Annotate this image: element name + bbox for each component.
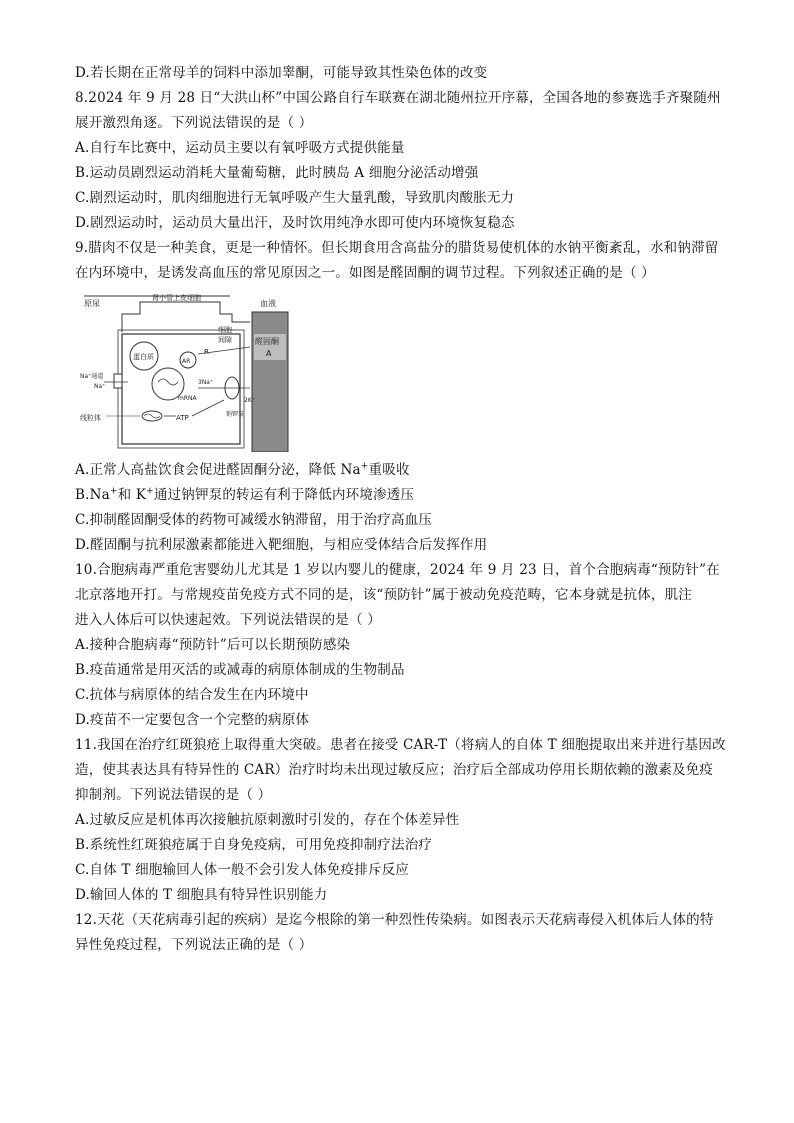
q8-option-b: B.运动员剧烈运动消耗大量葡萄糖，此时胰岛 A 细胞分泌活动增强 xyxy=(75,165,479,181)
q9-option-c: C.抑制醛固酮受体的药物可减缓水钠滞留，用于治疗高血压 xyxy=(75,512,433,528)
q10-option-a: A.接种合胞病毒“预防针”后可以长期预防感染 xyxy=(75,637,351,653)
label-r: R xyxy=(204,348,209,356)
label-quangutong: 醛固酮 xyxy=(255,337,279,346)
q8-stem-line1: 8.2024 年 9 月 28 日“大洪山杯”中国公路自行车联赛在湖北随州拉开序幕，全国各地的参赛选手齐聚随州 xyxy=(75,90,721,106)
label-xianliti: 线粒体 xyxy=(80,414,101,422)
q10-stem-line3: 进入人体后可以快速起效。下列说法错误的是（ ） xyxy=(75,612,381,628)
q12-stem-line1: 12.天花（天花病毒引起的疾病）是迄今根除的第一种烈性传染病。如图表示天花病毒侵入机体后人体的特 xyxy=(75,912,714,928)
label-na-tongdao: Na⁺通道 xyxy=(80,373,104,380)
q11-stem-line1: 11.我国在治疗红斑狼疮上取得重大突破。患者在接受 CAR-T（将病人的自体 T 细胞提取出来并进行基因改 xyxy=(75,737,726,753)
q10-stem-line1: 10.合胞病毒严重危害婴幼儿尤其是 1 岁以内婴儿的健康，2024 年 9 月 23 日，首个合胞病毒“预防针”在 xyxy=(75,562,720,578)
label-na: Na⁺ xyxy=(94,383,106,390)
label-danbaizhi: 蛋白质 xyxy=(133,353,154,361)
label-atp: ATP xyxy=(176,414,189,422)
q8-option-c: C.剧烈运动时，肌肉细胞进行无氧呼吸产生大量乳酸，导致肌肉酸胀无力 xyxy=(75,190,515,206)
label-xueye: 血液 xyxy=(260,299,276,308)
q9-option-b: B.Na+和 K+通过钠钾泵的转运有利于降低内环境渗透压 xyxy=(75,486,415,503)
label-ar: AR xyxy=(182,358,191,365)
q10-option-b: B.疫苗通常是用灭活的或减毒的病原体制成的生物制品 xyxy=(75,662,405,678)
label-2k: 2K⁺ xyxy=(244,397,255,404)
aldosterone-diagram xyxy=(80,292,292,452)
label-shenxiaoguan: 肾小管上皮细胞 xyxy=(152,294,201,302)
q7-option-d: D.若长期在正常母羊的饲料中添加睾酮，可能导致其性染色体的改变 xyxy=(75,65,488,81)
label-najiabeng: 钠钾泵 xyxy=(226,411,245,418)
label-a: A xyxy=(266,349,272,358)
q10-option-c: C.抗体与病原体的结合发生在内环境中 xyxy=(75,687,309,703)
q11-option-d: D.输回人体的 T 细胞具有特异性识别能力 xyxy=(75,887,328,903)
q9-option-a: A.正常人高盐饮食会促进醛固酮分泌，降低 Na+重吸收 xyxy=(75,461,410,478)
label-yuanniao: 原尿 xyxy=(84,299,100,308)
label-mrna: mRNA xyxy=(178,395,197,402)
q11-option-a: A.过敏反应是机体再次接触抗原刺激时引发的，存在个体差异性 xyxy=(75,812,460,828)
q11-option-b: B.系统性红斑狼疮属于自身免疫病，可用免疫抑制疗法治疗 xyxy=(75,837,433,853)
q11-option-c: C.自体 T 细胞输回人体一般不会引发人体免疫排斥反应 xyxy=(75,862,410,878)
label-3na: 3Na⁺ xyxy=(198,379,214,386)
label-jianxi: 间隙 xyxy=(218,336,232,344)
q10-stem-line2: 北京落地开打。与常规疫苗免疫方式不同的是，该“预防针”属于被动免疫范畴，它本身就是抗体，肌注 xyxy=(75,587,693,603)
q9-stem-line2: 在内环境中，是诱发高血压的常见原因之一。如图是醛固酮的调节过程。下列叙述正确的是（ ） xyxy=(75,265,655,281)
q9-stem-line1: 9.腊肉不仅是一种美食，更是一种情怀。但长期食用含高盐分的腊货易使机体的水钠平衡紊乱，水和钠滞留 xyxy=(75,240,719,256)
q8-option-d: D.剧烈运动时，运动员大量出汗，及时饮用纯净水即可使内环境恢复稳态 xyxy=(75,215,515,231)
q8-option-a: A.自行车比赛中，运动员主要以有氧呼吸方式提供能量 xyxy=(75,140,405,156)
q8-stem-line2: 展开激烈角逐。下列说法错误的是（ ） xyxy=(75,115,313,131)
q11-stem-line2: 造，使其表达具有特异性的 CAR）治疗时均未出现过敏反应；治疗后全部成功停用长期依赖的激素及免疫 xyxy=(75,762,714,778)
q9-option-d: D.醛固酮与抗利尿激素都能进入靶细胞，与相应受体结合后发挥作用 xyxy=(75,537,488,553)
q12-stem-line2: 异性免疫过程，下列说法正确的是（ ） xyxy=(75,937,313,953)
q10-option-d: D.疫苗不一定要包含一个完整的病原体 xyxy=(75,712,310,728)
label-xibao: 细胞 xyxy=(218,326,232,334)
q11-stem-line3: 抑制剂。下列说法错误的是（ ） xyxy=(75,787,272,803)
